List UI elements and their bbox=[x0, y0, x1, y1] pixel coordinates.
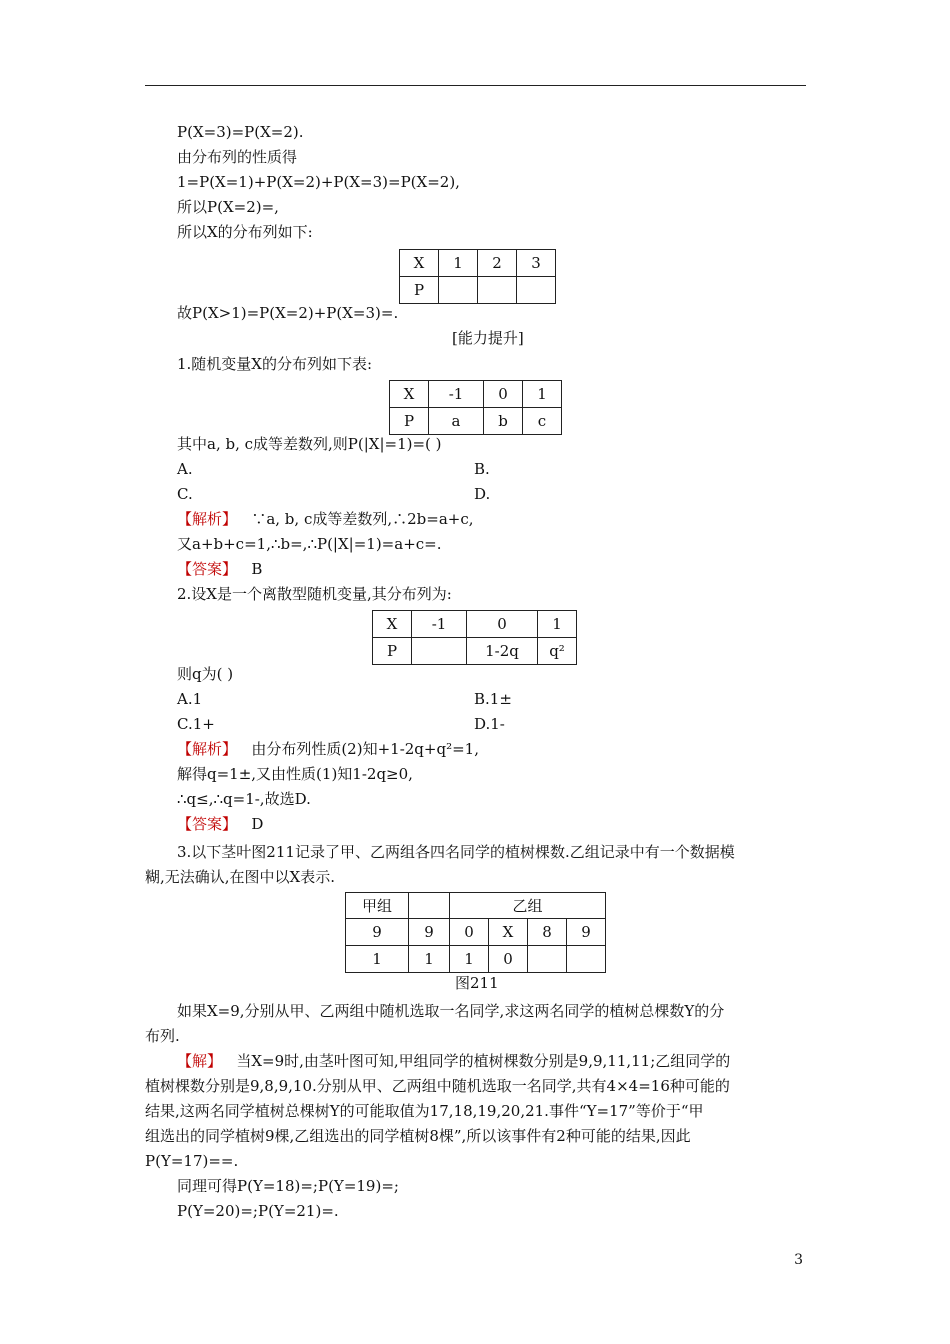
table-cell bbox=[478, 277, 517, 304]
table-cell: 甲组 bbox=[346, 893, 409, 919]
table-cell: 9 bbox=[567, 919, 606, 946]
table-cell: P bbox=[373, 638, 412, 665]
table-cell bbox=[567, 946, 606, 973]
table-cell: P bbox=[400, 277, 439, 304]
table-cell: 1 bbox=[450, 946, 489, 973]
table-cell: 8 bbox=[528, 919, 567, 946]
table-cell: 1 bbox=[523, 381, 562, 408]
answer-2 bbox=[177, 814, 263, 834]
analysis-tag: 【解析】 bbox=[177, 740, 238, 758]
option-c: C. bbox=[177, 485, 193, 503]
solution-tag: 【解】 bbox=[177, 1052, 223, 1070]
table-cell: 1 bbox=[538, 611, 577, 638]
answer-text: B bbox=[251, 560, 263, 578]
distribution-table-1 bbox=[399, 249, 556, 304]
table-cell: 3 bbox=[517, 250, 556, 277]
table-cell: 1-2q bbox=[467, 638, 538, 665]
table-cell: -1 bbox=[429, 381, 484, 408]
table-cell: 9 bbox=[346, 919, 409, 946]
analysis-2-cont: 解得q=1±,又由性质(1)知1-2q≥0, bbox=[177, 765, 413, 783]
line-4: 所以P(X=2)=, bbox=[177, 198, 279, 216]
page-number: 3 bbox=[794, 1252, 803, 1268]
answer-text: D bbox=[251, 815, 264, 833]
table-cell: X bbox=[373, 611, 412, 638]
line-3: 1=P(X=1)+P(X=2)+P(X=3)=P(X=2), bbox=[177, 173, 460, 191]
table-cell: 2 bbox=[478, 250, 517, 277]
analysis-2-cont: ∴q≤,∴q=1-,故选D. bbox=[177, 790, 311, 808]
table-cell: 1 bbox=[439, 250, 478, 277]
table-cell: 1 bbox=[346, 946, 409, 973]
table-cell bbox=[528, 946, 567, 973]
solution-line: 组选出的同学植树9棵,乙组选出的同学植树8棵”,所以该事件有2种可能的结果,因此 bbox=[145, 1127, 691, 1145]
analysis-text: ∵a, b, c成等差数列,∴2b=a+c, bbox=[251, 510, 474, 528]
line-5: 所以X的分布列如下: bbox=[177, 223, 313, 241]
figure-caption: 图211 bbox=[455, 974, 499, 992]
table-cell: X bbox=[390, 381, 429, 408]
distribution-table-2 bbox=[389, 380, 562, 435]
table-cell bbox=[439, 277, 478, 304]
option-d: D.1- bbox=[474, 715, 505, 733]
header-rule bbox=[145, 85, 806, 86]
table-cell: 9 bbox=[409, 919, 450, 946]
table-cell: 0 bbox=[489, 946, 528, 973]
analysis-1-cont: 又a+b+c=1,∴b=,∴P(|X|=1)=a+c=. bbox=[177, 535, 442, 553]
answer-1 bbox=[177, 559, 262, 579]
solution-line: 植树棵数分别是9,8,9,10.分别从甲、乙两组中随机选取一名同学,共有4×4=16种可能的 bbox=[145, 1077, 730, 1095]
table-cell bbox=[412, 638, 467, 665]
question-2: 2.设X是一个离散型随机变量,其分布列为: bbox=[177, 585, 452, 603]
line-1: P(X=3)=P(X=2). bbox=[177, 123, 304, 141]
option-a: A. bbox=[177, 460, 193, 478]
solution-text: 当X=9时,由茎叶图可知,甲组同学的植树棵数分别是9,9,11,11;乙组同学的 bbox=[236, 1052, 731, 1070]
table-cell: 0 bbox=[467, 611, 538, 638]
table-cell: a bbox=[429, 408, 484, 435]
table-cell: X bbox=[400, 250, 439, 277]
table-cell: X bbox=[489, 919, 528, 946]
analysis-2 bbox=[177, 739, 479, 759]
question-3: 3.以下茎叶图211记录了甲、乙两组各四名同学的植树棵数.乙组记录中有一个数据模 bbox=[177, 843, 735, 861]
table-cell: q² bbox=[538, 638, 577, 665]
analysis-1 bbox=[177, 509, 474, 529]
table-cell: c bbox=[523, 408, 562, 435]
question-3-ask-cont: 布列. bbox=[145, 1027, 180, 1045]
analysis-text: 由分布列性质(2)知+1-2q+q²=1, bbox=[251, 740, 479, 758]
solution-line: 同理可得P(Y=18)=;P(Y=19)=; bbox=[177, 1177, 399, 1195]
table-cell bbox=[409, 893, 450, 919]
solution-line: P(Y=20)=;P(Y=21)=. bbox=[177, 1202, 339, 1220]
table-cell: 0 bbox=[484, 381, 523, 408]
option-b: B. bbox=[474, 460, 490, 478]
table-cell bbox=[517, 277, 556, 304]
option-b: B.1± bbox=[474, 690, 512, 708]
table-cell: -1 bbox=[412, 611, 467, 638]
distribution-table-3 bbox=[372, 610, 577, 665]
solution-1 bbox=[177, 1051, 730, 1071]
option-c: C.1+ bbox=[177, 715, 215, 733]
table-cell: 乙组 bbox=[450, 893, 606, 919]
question-1: 1.随机变量X的分布列如下表: bbox=[177, 355, 373, 373]
option-d: D. bbox=[474, 485, 491, 503]
question-1-stem: 其中a, b, c成等差数列,则P(|X|=1)=( ) bbox=[177, 435, 442, 453]
table-cell: b bbox=[484, 408, 523, 435]
table-cell: 0 bbox=[450, 919, 489, 946]
answer-tag: 【答案】 bbox=[177, 815, 238, 833]
section-title: [能力提升] bbox=[452, 329, 524, 347]
solution-line: P(Y=17)==. bbox=[145, 1152, 239, 1170]
answer-tag: 【答案】 bbox=[177, 560, 238, 578]
line-2: 由分布列的性质得 bbox=[177, 148, 298, 166]
analysis-tag: 【解析】 bbox=[177, 510, 238, 528]
line-6: 故P(X>1)=P(X=2)+P(X=3)=. bbox=[177, 304, 399, 322]
table-cell: 1 bbox=[409, 946, 450, 973]
table-cell: P bbox=[390, 408, 429, 435]
question-3-ask: 如果X=9,分别从甲、乙两组中随机选取一名同学,求这两名同学的植树总棵数Y的分 bbox=[177, 1002, 725, 1020]
question-2-stem: 则q为( ) bbox=[177, 665, 234, 683]
option-a: A.1 bbox=[177, 690, 203, 708]
solution-line: 结果,这两名同学植树总棵树Y的可能取值为17,18,19,20,21.事件“Y=17”等价于“甲 bbox=[145, 1102, 704, 1120]
stem-leaf-table bbox=[345, 892, 606, 973]
question-3-cont: 糊,无法确认,在图中以X表示. bbox=[145, 868, 335, 886]
